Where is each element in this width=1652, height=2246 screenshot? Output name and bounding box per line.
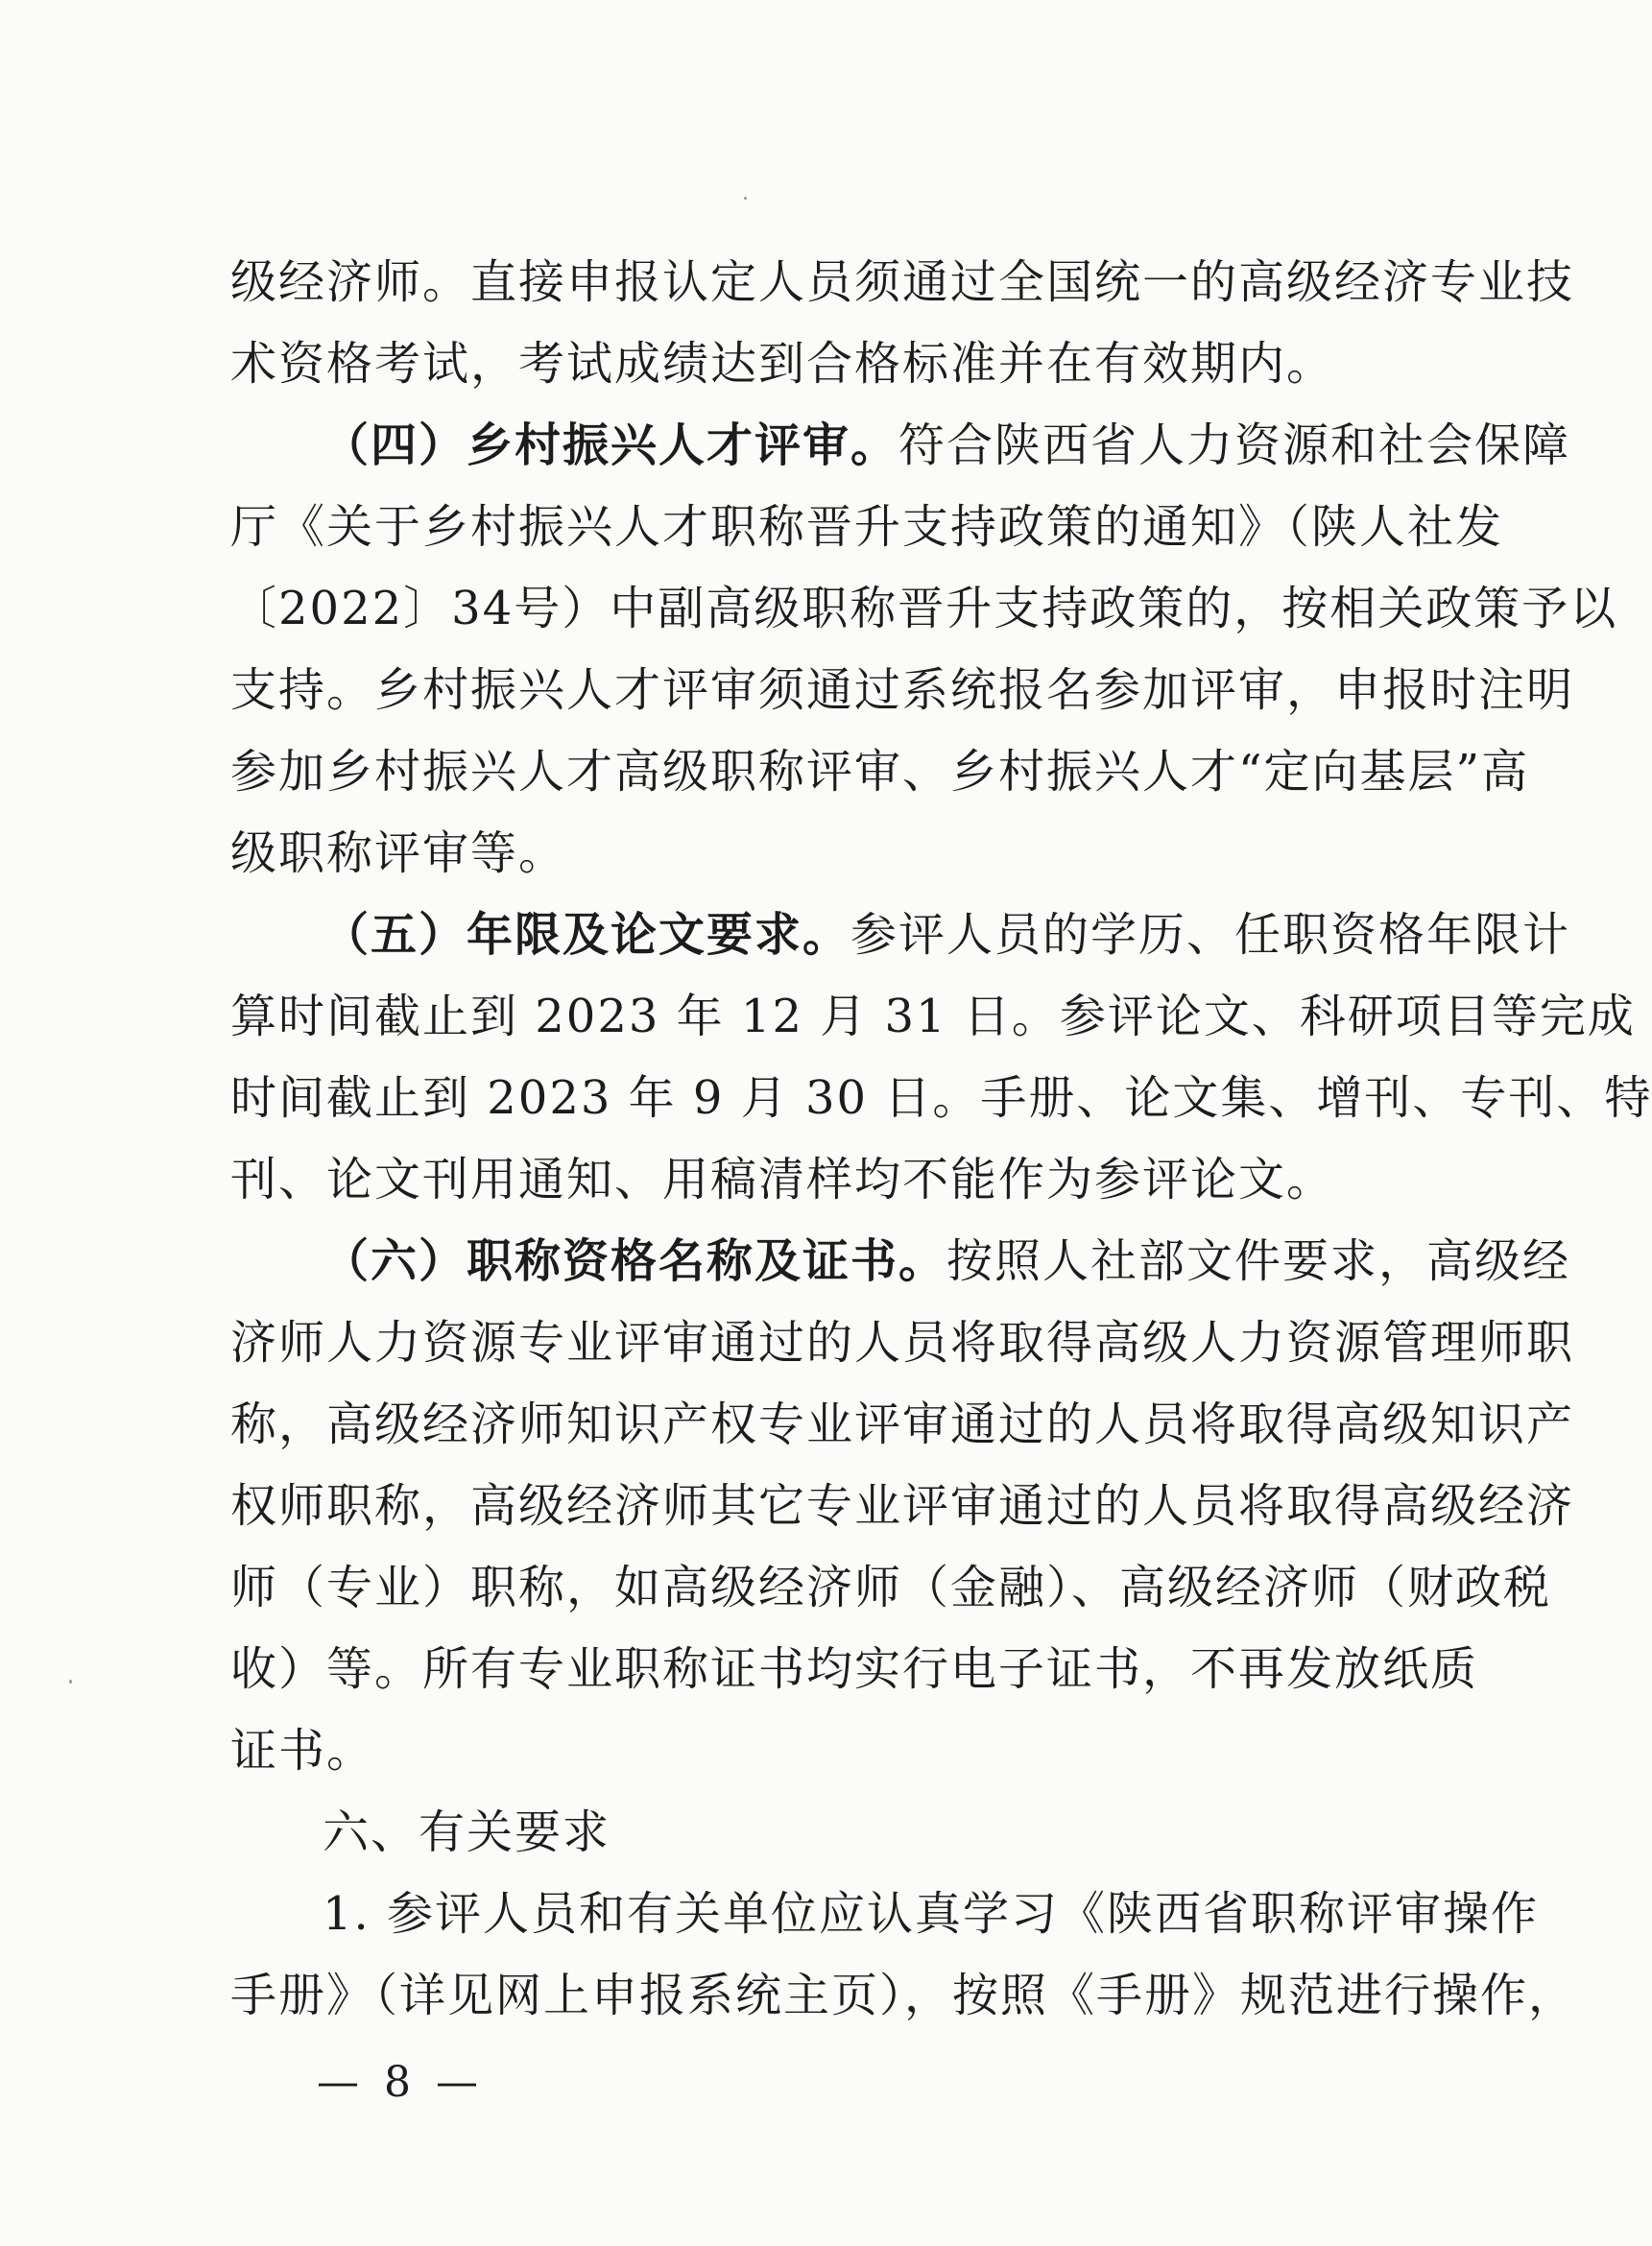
body-line: 证书。 <box>230 1724 375 1778</box>
paragraph-5-heading: （五）年限及论文要求。 <box>323 908 851 962</box>
body-line: 参加乡村振兴人才高级职称评审、乡村振兴人才“定向基层”高 <box>230 745 1530 799</box>
paragraph-4-text: 符合陕西省人力资源和社会保障 <box>898 418 1571 472</box>
body-line: 济师人力资源专业评审通过的人员将取得高级人力资源管理师职 <box>230 1316 1575 1370</box>
body-line: 算时间截止到 2023 年 12 月 31 日。参评论文、科研项目等完成 <box>230 990 1636 1043</box>
body-line: 时间截止到 2023 年 9 月 30 日。手册、论文集、增刊、专刊、特 <box>230 1071 1652 1125</box>
paragraph-5-first-line <box>323 896 1571 973</box>
page-number: — 8 — <box>317 2058 484 2107</box>
body-line: 〔2022〕34号）中副高级职称晋升支持政策的，按相关政策予以 <box>230 582 1618 635</box>
body-line: 权师职称，高级经济师其它专业评审通过的人员将取得高级经济 <box>230 1479 1575 1533</box>
body-line: 收）等。所有专业职称证书均实行电子证书，不再发放纸质 <box>230 1642 1479 1696</box>
scan-speck <box>69 1680 72 1684</box>
body-line: 刊、论文刊用通知、用稿清样均不能作为参评论文。 <box>230 1153 1335 1207</box>
body-line: 级经济师。直接申报认定人员须通过全国统一的高级经济专业技 <box>230 255 1575 309</box>
scan-speck <box>744 197 747 200</box>
body-line: 级职称评审等。 <box>230 826 567 880</box>
paragraph-6-text: 按照人社部文件要求，高级经 <box>946 1234 1571 1288</box>
paragraph-4-heading: （四）乡村振兴人才评审。 <box>323 418 899 472</box>
body-line: 厅《关于乡村振兴人才职称晋升支持政策的通知》（陕人社发 <box>230 500 1504 554</box>
body-line: 支持。乡村振兴人才评审须通过系统报名参加评审，申报时注明 <box>230 663 1575 717</box>
section-6-title: 六、有关要求 <box>323 1805 611 1859</box>
body-line: 师（专业）职称，如高级经济师（金融）、高级经济师（财政税 <box>230 1561 1552 1614</box>
paragraph-5-text: 参评人员的学历、任职资格年限计 <box>850 908 1571 962</box>
paragraph-6-first-line <box>323 1223 1571 1300</box>
body-line: 术资格考试，考试成绩达到合格标准并在有效期内。 <box>230 337 1335 391</box>
body-line: 手册》（详见网上申报系统主页），按照《手册》规范进行操作， <box>230 1969 1577 2022</box>
body-line: 1. 参评人员和有关单位应认真学习《陕西省职称评审操作 <box>323 1887 1540 1941</box>
paragraph-4-first-line <box>323 407 1571 484</box>
body-line: 称，高级经济师知识产权专业评审通过的人员将取得高级知识产 <box>230 1398 1575 1451</box>
paragraph-6-heading: （六）职称资格名称及证书。 <box>323 1234 947 1288</box>
